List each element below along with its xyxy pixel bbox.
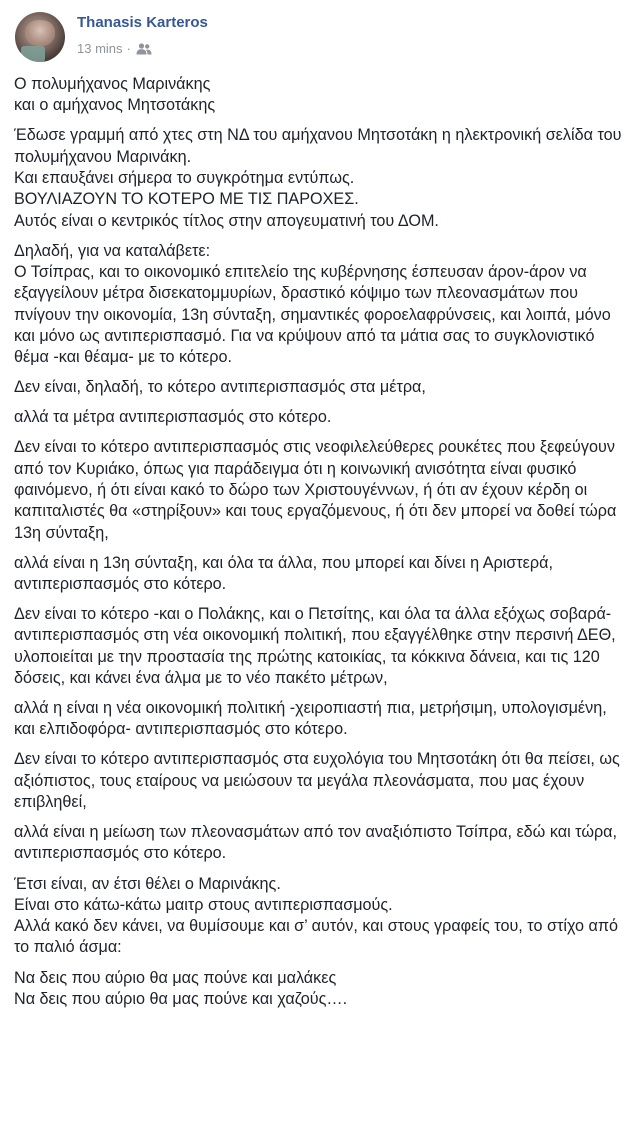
paragraph [14,822,626,865]
text-line: αλλά είναι η 13η σύνταξη, και όλα τα άλλα, που μπορεί και δίνει η Αριστερά, αντιπερισπασμός στο κότερο. [14,553,553,594]
paragraph [14,604,626,689]
paragraph-title [14,74,626,117]
paragraph [14,377,626,398]
text-line: αλλά είναι η μείωση των πλεονασμάτων από τον αναξιόπιστο Τσίπρα, εδώ και τώρα, αντιπερισπασμός στο κότερο. [14,823,618,863]
text-line: Δεν είναι το κότερο -και ο Πολάκης, και ο Πετσίτης, και όλα τα άλλα εξόχως σοβαρά- αντιπερισπασμός στη νέα οικονομική πολιτική, που εξαγγέλθηκε στην περσινή ΔΕΘ, υλοποιείται με την προστασία της πρώτης κατοικίας, τα κόκκινα δάνεια, και τις 120 δόσεις, και κάνει ένα άλμα με το νέο πακέτο μέτρων, [14,605,616,687]
text-line: Αυτός είναι ο κεντρικός τίτλος στην απογευματινή του ΔΟΜ. [14,211,439,230]
paragraph [14,437,626,543]
avatar-detail [21,46,45,62]
post-meta [77,41,152,56]
text-line: Δεν είναι το κότερο αντιπερισπασμός στις νεοφιλελεύθερες ρουκέτες που ξεφεύγουν από τον Κυριάκο, όπως για παράδειγμα ότι η κοινωνική ανισότητα είναι φυσικό φαινόμενο, ή ότι είναι κακό το δώρο των Χριστουγέννων, ή ότι αν έχουν κέρδη οι καπιταλιστές θα «στηρίξουν» και τους εργαζόμενους, ή ότι δεν μπορεί να δοθεί τώρα 13η σύνταξη, [14,438,617,542]
post-header [0,0,638,70]
paragraph [14,874,626,959]
avatar-face [25,20,55,46]
text-line: Και επαυξάνει σήμερα το συγκρότημα εντύπως. [14,168,355,187]
paragraph [14,553,626,596]
author-name[interactable]: Thanasis Karteros [77,14,208,31]
text-line: Έτσι είναι, αν έτσι θέλει ο Μαρινάκης. [14,874,281,893]
paragraph-verse [14,968,626,1011]
text-line: Δηλαδή, για να καταλάβετε: [14,241,211,260]
text-line: Να δεις που αύριο θα μας πούνε και χαζούς…. [14,989,348,1008]
avatar[interactable] [15,12,65,62]
text-line: Να δεις που αύριο θα μας πούνε και μαλάκες [14,968,337,987]
text-line: ΒΟΥΛΙΑΖΟΥΝ ΤΟ ΚΟΤΕΡΟ ΜΕ ΤΙΣ ΠΑΡΟΧΕΣ. [14,190,359,209]
text-line: Αλλά κακό δεν κάνει, να θυμίσουμε και σ’ αυτόν, και στους γραφείς του, το στίχο από το παλιό άσμα: [14,917,619,957]
paragraph [14,241,626,369]
text-line: αλλά τα μέτρα αντιπερισπασμός στο κότερο. [14,408,332,427]
paragraph [14,407,626,428]
text-line: και ο αμήχανος Μητσοτάκης [14,96,216,115]
text-line: Ο Τσίπρας, και το οικονομικό επιτελείο της κυβέρνησης έσπευσαν άρον-άρον να εξαγγείλουν μέτρα δισεκατομμυρίων, δραστικό κόψιμο των πλεονασμάτων που πνίγουν την οικονομία, 13η σύνταξη, σημαντικές φοροελαφρύνσεις, και λοιπά, μόνο και μόνο ως αντιπερισπασμό. Για να κρύψουν από τα μάτια σας το συγκλονιστικό θέμα -και θέαμα- με το κότερο. [14,262,611,367]
post-body [14,74,626,1019]
text-line: Είναι στο κάτω-κάτω μαιτρ στους αντιπερισπασμούς. [14,895,393,914]
paragraph [14,749,626,813]
timestamp[interactable]: 13 mins [77,41,123,56]
friends-icon[interactable] [136,43,152,55]
paragraph [14,698,626,741]
paragraph [14,125,626,231]
meta-separator: · [126,41,131,56]
text-line: Ο πολυμήχανος Μαρινάκης [14,75,211,93]
text-line: αλλά η είναι η νέα οικονομική πολιτική -χειροπιαστή πια, μετρήσιμη, υπολογισμένη, και ελπιδοφόρα- αντιπερισπασμός στο κότερο. [14,699,607,739]
text-line: Έδωσε γραμμή από χτες στη ΝΔ του αμήχανου Μητσοτάκη η ηλεκτρονική σελίδα του πολυμήχανου Μαρινάκη. [14,126,622,166]
text-line: Δεν είναι το κότερο αντιπερισπασμός στα ευχολόγια του Μητσοτάκη ότι θα πείσει, ως αξιόπιστος, τους εταίρους να μειώσουν τα μεγάλα πλεονάσματα, που μας έχουν επιβληθεί, [14,750,620,812]
text-line: Δεν είναι, δηλαδή, το κότερο αντιπερισπασμός στα μέτρα, [14,378,426,397]
